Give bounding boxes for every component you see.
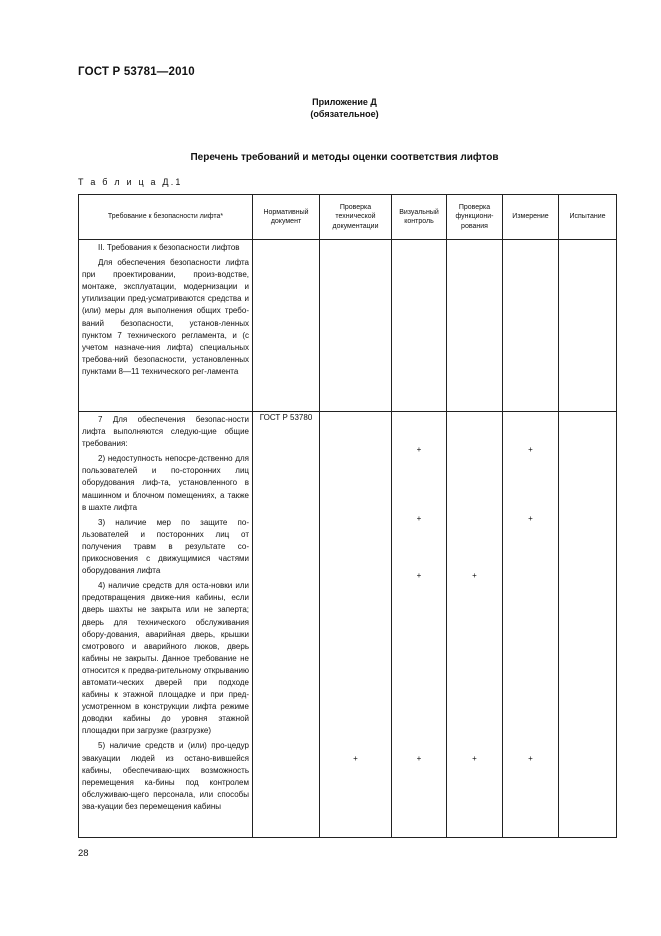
col-header-document: Нормативный документ — [253, 195, 320, 240]
item7-document: ГОСТ Р 53780 — [253, 412, 320, 838]
subitem-4: 4) наличие средств для оста-новки или предотвращения движе-ния кабины, если дверь шахты не закрыта или не заперта; дверь для технического обслуживания обору-дования, аварийная дверь, крышки смотрового и аварийного люков, дверь кабины не закрыты. Данное требование не относится к предва-рительному открыванию автомати-ческих дверей при подходе кабины к этажной площадке и при пред-усмотренном в конструкции лифта режиме доводки кабины до уровня этажной площадки при загрузке (разгрузке) — [82, 581, 249, 736]
table-label: Т а б л и ц а Д.1 — [78, 177, 183, 187]
mark-4-function: + — [472, 571, 477, 580]
col-header-test: Испытание — [559, 195, 617, 240]
mark-5-visual: + — [416, 754, 422, 763]
col-doc-check-marks — [320, 412, 392, 838]
subitem-3: 3) наличие мер по защите по-льзователей и посторонних лиц от получения травм в результате со-прикосновения с движущимися частями оборудования лифта — [82, 517, 249, 576]
table-row — [79, 240, 617, 412]
col-test-marks — [559, 412, 617, 838]
mark-2-visual: + — [416, 445, 422, 454]
appendix-heading — [0, 96, 661, 120]
mark-2-measurement: + — [528, 445, 533, 454]
col-header-doc-check: Проверка технической документации — [320, 195, 392, 240]
page-number: 28 — [78, 848, 89, 859]
main-title: Перечень требований и методы оценки соответствия лифтов — [190, 152, 499, 163]
appendix-title: Приложение Д — [312, 97, 377, 107]
appendix-status: (обязательное) — [310, 109, 379, 119]
col-header-function-check: Проверка функциони-рования — [447, 195, 503, 240]
mark-3-measurement: + — [528, 514, 533, 523]
col-visual-marks — [392, 412, 447, 838]
table-header-row — [79, 195, 617, 240]
mark-5-function: + — [472, 754, 477, 763]
col-header-measurement: Измерение — [503, 195, 559, 240]
standard-code: ГОСТ Р 53781—2010 — [78, 66, 195, 78]
item7-intro: 7 Для обеспечения безопас-ности лифта выполняются следую-щие общие требования: — [82, 415, 249, 449]
col-header-requirement: Требование к безопасности лифта* — [79, 195, 253, 240]
col-function-marks — [447, 412, 503, 838]
subitem-2: 2) недоступность непосре-дственно для пользователей и по-сторонних лиц оборудования лиф-та, установленного в машинном и блочном помещениях, а также в шахте лифта — [82, 454, 249, 512]
section-title: II. Требования к безопасности лифтов — [98, 243, 240, 252]
section-cell — [79, 240, 253, 412]
col-header-visual: Визуальный контроль — [392, 195, 447, 240]
col-measurement-marks — [503, 412, 559, 838]
section-body: Для обеспечения безопасности лифта при проектировании, произ-водстве, монтаже, эксплуатации, модернизации и утилизации пред-усматриваются средства и (или) меры для выполнения общих требо-ваний безопасности, установ-ленных пунктом 7 технического регламента, и (с учетом назначе-ния лифта) специальных требова-ний безопасности, установленных пунктами 8—11 технического рег-ламента — [82, 258, 249, 376]
subitem-5: 5) наличие средств и (или) про-цедур эвакуации людей из остано-вившейся кабины, обеспечиваю-щих возможность перемещения ка-бины под контролем обслуживаю-щего персонала, или способы эва-куации без перемещения кабины — [82, 741, 249, 811]
mark-4-visual: + — [416, 571, 422, 580]
requirements-table — [78, 194, 617, 838]
mark-5-doc-check: + — [353, 754, 358, 763]
item7-cell — [79, 412, 253, 838]
table-row — [79, 412, 617, 838]
mark-3-visual: + — [416, 514, 422, 523]
mark-5-measurement: + — [528, 754, 533, 763]
